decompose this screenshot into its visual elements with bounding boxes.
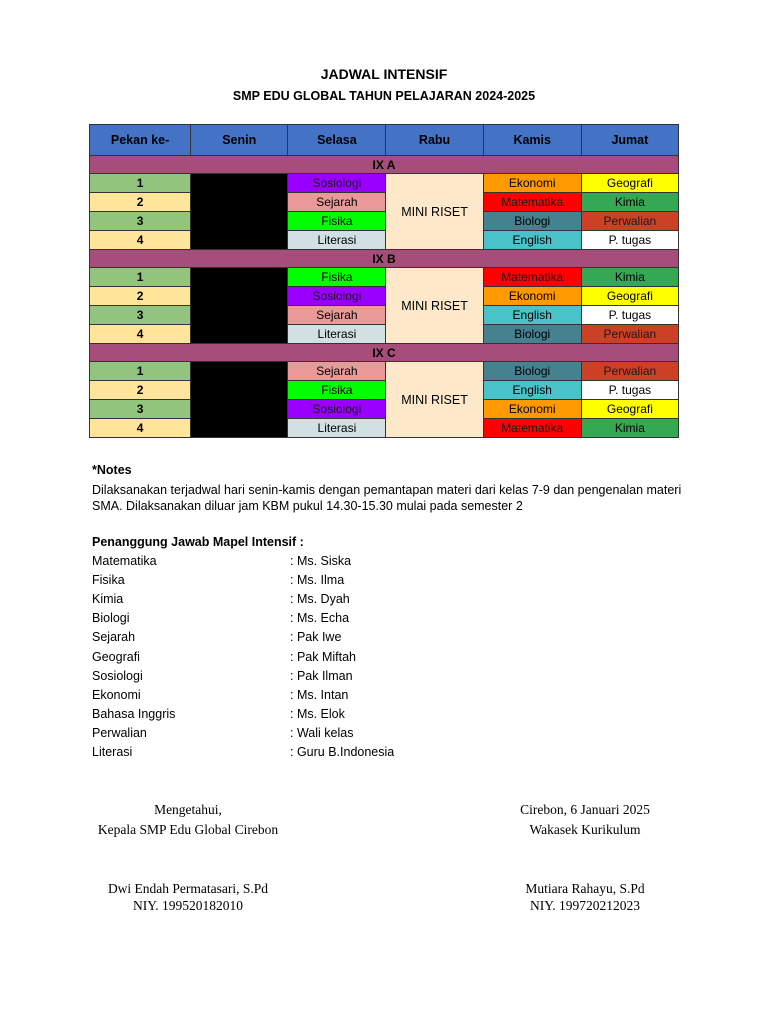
rabu-cell: MINI RISET bbox=[386, 362, 483, 438]
kamis-cell: English bbox=[483, 306, 581, 325]
pj-title: Penanggung Jawab Mapel Intensif : bbox=[92, 535, 304, 549]
list-item bbox=[92, 573, 492, 592]
pj-subject: Kimia bbox=[92, 592, 124, 607]
table-row bbox=[90, 231, 679, 250]
list-item bbox=[92, 688, 492, 707]
selasa-cell: Sosiologi bbox=[288, 174, 386, 193]
table-header-row bbox=[90, 125, 679, 156]
pj-subject: Bahasa Inggris bbox=[92, 706, 176, 721]
kamis-cell: Matematika bbox=[483, 193, 581, 212]
sig-right-line1: Cirebon, 6 Januari 2025 bbox=[520, 802, 650, 817]
week-cell: 4 bbox=[90, 231, 191, 250]
table-row bbox=[90, 381, 679, 400]
list-item bbox=[92, 611, 492, 630]
pj-subject: Matematika bbox=[92, 554, 157, 568]
document-subtitle: SMP EDU GLOBAL TAHUN PELAJARAN 2024-2025 bbox=[232, 89, 536, 103]
week-cell: 3 bbox=[90, 212, 191, 231]
pj-teacher: : Pak Ilman bbox=[290, 668, 353, 683]
jumat-cell: P. tugas bbox=[581, 381, 678, 400]
pj-teacher: : Pak Miftah bbox=[290, 649, 356, 664]
pj-subject: Geografi bbox=[92, 649, 140, 664]
class-label: IX A bbox=[90, 156, 679, 174]
selasa-cell: Sejarah bbox=[288, 193, 386, 212]
jumat-cell: Geografi bbox=[581, 287, 678, 306]
jumat-cell: P. tugas bbox=[581, 306, 678, 325]
pj-subject: Ekonomi bbox=[92, 687, 141, 702]
list-item bbox=[92, 669, 492, 688]
jumat-cell: Perwalian bbox=[581, 362, 678, 381]
pj-teacher: : Ms. Ilma bbox=[290, 573, 345, 588]
pj-subject: Perwalian bbox=[92, 725, 147, 740]
week-cell: 1 bbox=[90, 362, 191, 381]
kamis-cell: Ekonomi bbox=[483, 400, 581, 419]
pj-teacher: : Pak Iwe bbox=[290, 630, 342, 645]
senin-cell bbox=[191, 174, 288, 250]
pj-teacher: : Ms. Elok bbox=[290, 706, 345, 721]
pj-subject: Sosiologi bbox=[92, 668, 143, 683]
kamis-cell: Ekonomi bbox=[483, 287, 581, 306]
pj-subject: Fisika bbox=[92, 573, 125, 588]
selasa-cell: Sosiologi bbox=[288, 287, 386, 306]
pj-teacher: : Wali kelas bbox=[290, 725, 354, 740]
table-row bbox=[90, 306, 679, 325]
jumat-cell: Perwalian bbox=[581, 212, 678, 231]
sig-left-line2: Kepala SMP Edu Global Cirebon bbox=[97, 822, 279, 837]
header-pekan: Pekan ke- bbox=[90, 125, 191, 156]
list-item bbox=[92, 707, 492, 726]
list-item bbox=[92, 745, 492, 764]
table-row bbox=[90, 212, 679, 231]
selasa-cell: Sosiologi bbox=[288, 400, 386, 419]
table-row bbox=[90, 193, 679, 212]
kamis-cell: Biologi bbox=[483, 362, 581, 381]
sig-right-id: NIY. 199720212023 bbox=[529, 898, 640, 913]
rabu-cell: MINI RISET bbox=[386, 268, 483, 344]
week-cell: 2 bbox=[90, 193, 191, 212]
jumat-cell: Kimia bbox=[581, 268, 678, 287]
week-cell: 3 bbox=[90, 306, 191, 325]
selasa-cell: Sejarah bbox=[288, 362, 386, 381]
week-cell: 4 bbox=[90, 419, 191, 438]
list-item bbox=[92, 554, 492, 573]
list-item bbox=[92, 726, 492, 745]
header-rabu: Rabu bbox=[386, 125, 483, 156]
senin-cell bbox=[191, 268, 288, 344]
week-cell: 2 bbox=[90, 381, 191, 400]
jumat-cell: Kimia bbox=[581, 419, 678, 438]
pj-teacher: : Ms. Intan bbox=[290, 687, 349, 702]
senin-cell bbox=[191, 362, 288, 438]
selasa-cell: Fisika bbox=[288, 381, 386, 400]
list-item bbox=[92, 650, 492, 669]
jumat-cell: Kimia bbox=[581, 193, 678, 212]
week-cell: 4 bbox=[90, 325, 191, 344]
jumat-cell: Perwalian bbox=[581, 325, 678, 344]
class-label: IX B bbox=[90, 250, 679, 268]
header-jumat: Jumat bbox=[581, 125, 678, 156]
kamis-cell: Ekonomi bbox=[483, 174, 581, 193]
table-row bbox=[90, 400, 679, 419]
pj-subject: Biologi bbox=[92, 611, 130, 626]
sig-left-name: Dwi Endah Permatasari, S.Pd bbox=[107, 881, 269, 896]
sig-left-id: NIY. 199520182010 bbox=[132, 898, 243, 913]
kamis-cell: Matematika bbox=[483, 268, 581, 287]
pj-teacher: : Ms. Echa bbox=[290, 611, 350, 626]
class-row bbox=[90, 156, 679, 174]
table-row bbox=[90, 174, 679, 193]
table-row bbox=[90, 287, 679, 306]
rabu-cell: MINI RISET bbox=[386, 174, 483, 250]
kamis-cell: Matematika bbox=[483, 419, 581, 438]
kamis-cell: Biologi bbox=[483, 325, 581, 344]
header-kamis: Kamis bbox=[483, 125, 581, 156]
pj-subject: Sejarah bbox=[92, 630, 136, 645]
class-label: IX C bbox=[90, 344, 679, 362]
table-row bbox=[90, 268, 679, 287]
table-row bbox=[90, 419, 679, 438]
week-cell: 1 bbox=[90, 268, 191, 287]
jumat-cell: Geografi bbox=[581, 174, 678, 193]
selasa-cell: Fisika bbox=[288, 212, 386, 231]
pj-teacher: : Ms. Siska bbox=[290, 554, 352, 568]
pj-subject: Literasi bbox=[92, 745, 133, 759]
schedule-table bbox=[89, 124, 679, 438]
header-senin: Senin bbox=[191, 125, 288, 156]
kamis-cell: English bbox=[483, 231, 581, 250]
table-row bbox=[90, 362, 679, 381]
week-cell: 2 bbox=[90, 287, 191, 306]
sig-left-line1: Mengetahui, bbox=[154, 802, 222, 817]
class-row bbox=[90, 250, 679, 268]
notes-text: Dilaksanakan terjadwal hari senin-kamis dengan pemantapan materi dari kelas 7-9 dan pengenalan materi SMA. Dilaksanakan diluar jam KBM pukul 14.30-15.30 mulai pada semester 2 bbox=[92, 483, 682, 513]
notes-title: *Notes bbox=[92, 463, 132, 477]
selasa-cell: Literasi bbox=[288, 419, 386, 438]
selasa-cell: Fisika bbox=[288, 268, 386, 287]
pj-teacher: : Ms. Dyah bbox=[290, 592, 350, 607]
list-item bbox=[92, 630, 492, 649]
sig-right-name: Mutiara Rahayu, S.Pd bbox=[525, 881, 645, 896]
sig-right-line2: Wakasek Kurikulum bbox=[529, 822, 641, 837]
selasa-cell: Literasi bbox=[288, 325, 386, 344]
jumat-cell: P. tugas bbox=[581, 231, 678, 250]
list-item bbox=[92, 592, 492, 611]
table-row bbox=[90, 325, 679, 344]
kamis-cell: Biologi bbox=[483, 212, 581, 231]
week-cell: 3 bbox=[90, 400, 191, 419]
selasa-cell: Sejarah bbox=[288, 306, 386, 325]
header-selasa: Selasa bbox=[288, 125, 386, 156]
pj-teacher: : Guru B.Indonesia bbox=[290, 745, 395, 759]
class-row bbox=[90, 344, 679, 362]
document-title: JADWAL INTENSIF bbox=[320, 66, 448, 82]
kamis-cell: English bbox=[483, 381, 581, 400]
week-cell: 1 bbox=[90, 174, 191, 193]
jumat-cell: Geografi bbox=[581, 400, 678, 419]
selasa-cell: Literasi bbox=[288, 231, 386, 250]
